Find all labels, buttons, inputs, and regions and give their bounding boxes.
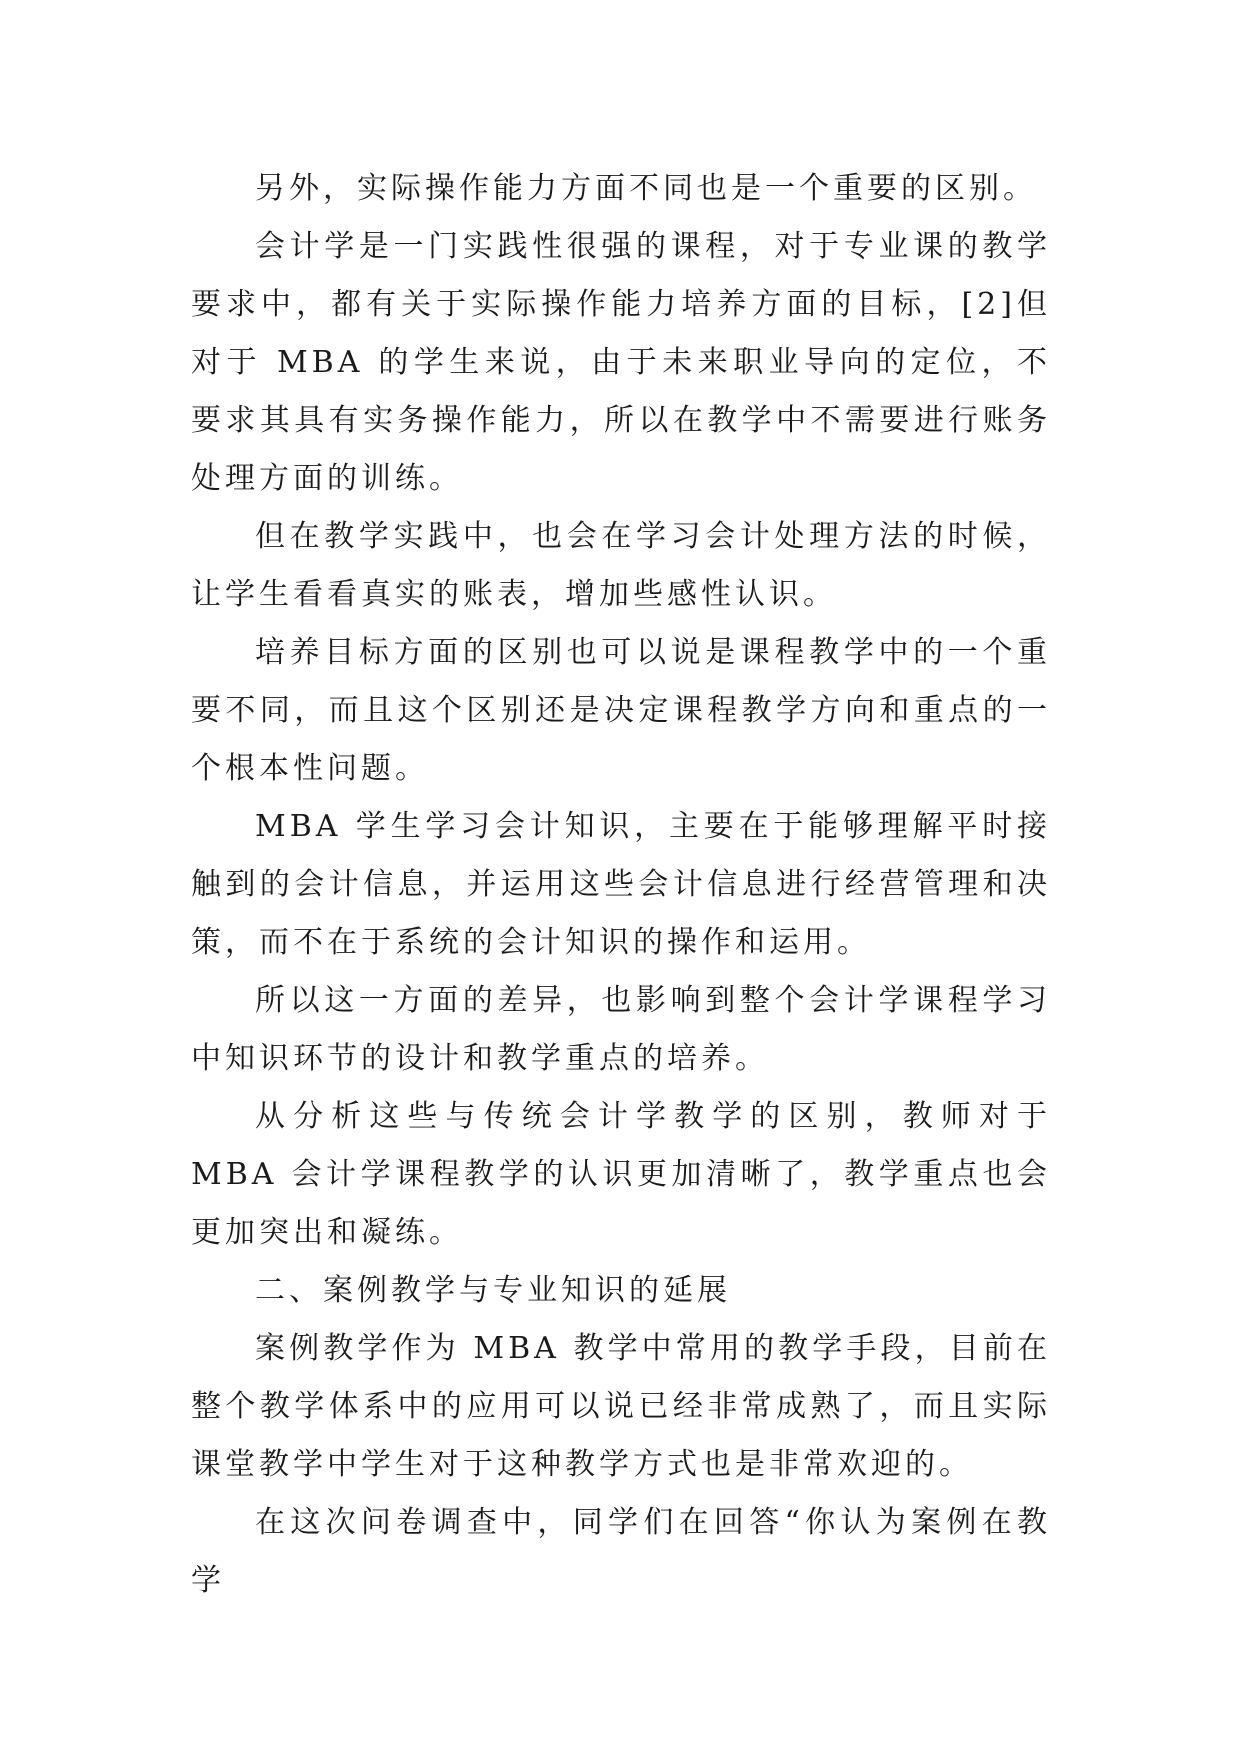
section-heading: 二、案例教学与专业知识的延展 [255, 1273, 731, 1308]
paragraph: 会计学是一门实践性很强的课程，对于专业课的教学要求中，都有关于实际操作能力培养方面的目标，[2]但对于 MBA 的学生来说，由于未来职业导向的定位，不要求其具有实务操作能力，所以在教学中不需要进行账务处理方面的训练。 [191, 229, 1051, 496]
paragraph: MBA 学生学习会计知识，主要在于能够理解平时接触到的会计信息，并运用这些会计信息进行经营管理和决策，而不在于系统的会计知识的操作和运用。 [191, 809, 1051, 960]
paragraph: 从分析这些与传统会计学教学的区别，教师对于 MBA 会计学课程教学的认识更加清晰了，教学重点也会更加突出和凝练。 [191, 1099, 1051, 1250]
paragraph: 培养目标方面的区别也可以说是课程教学中的一个重要不同，而且这个区别还是决定课程教学方向和重点的一个根本性问题。 [191, 635, 1051, 786]
paragraph: 但在教学实践中，也会在学习会计处理方法的时候，让学生看看真实的账表，增加些感性认识。 [191, 519, 1051, 612]
paragraph: 在这次问卷调查中，同学们在回答“你认为案例在教学 [191, 1505, 1051, 1598]
document-body [191, 160, 1051, 1610]
paragraph: 另外，实际操作能力方面不同也是一个重要的区别。 [255, 171, 1037, 206]
paragraph: 所以这一方面的差异，也影响到整个会计学课程学习中知识环节的设计和教学重点的培养。 [191, 983, 1051, 1076]
paragraph: 案例教学作为 MBA 教学中常用的教学手段，目前在整个教学体系中的应用可以说已经非常成熟了，而且实际课堂教学中学生对于这种教学方式也是非常欢迎的。 [191, 1331, 1051, 1482]
